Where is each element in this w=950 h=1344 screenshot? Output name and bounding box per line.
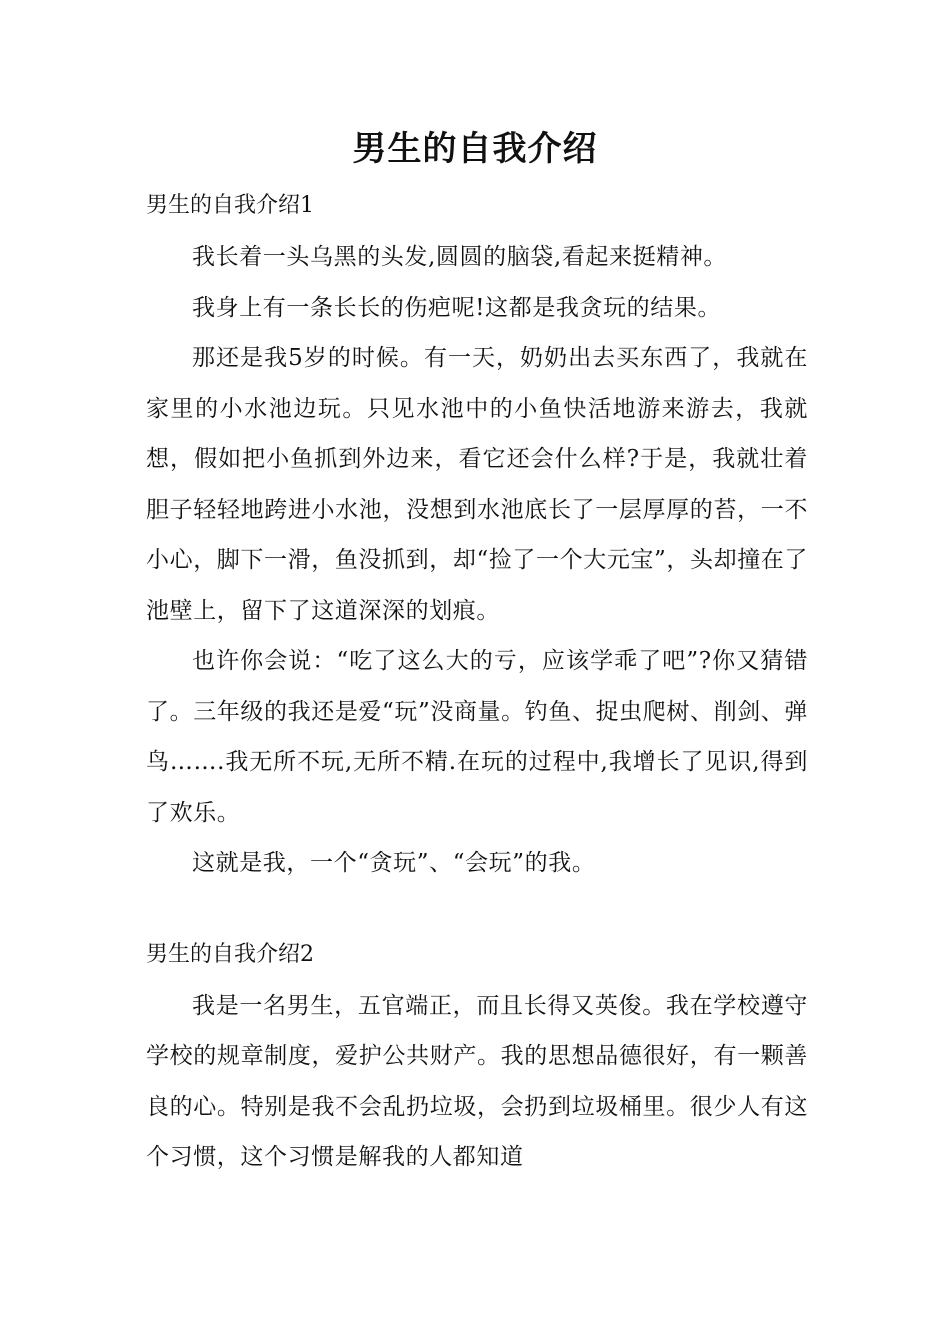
paragraph: 那还是我5岁的时候。有一天，奶奶出去买东西了，我就在家里的小水池边玩。只见水池中的小鱼快活地游来游去，我就想，假如把小鱼抓到外边来，看它还会什么样?于是，我就壮着胆子轻轻地跨进小水池，没想到水池底长了一层厚厚的苔，一不小心，脚下一滑，鱼没抓到，却“捡了一个大元宝”，头却撞在了池壁上，留下了这道深深的划痕。 <box>146 345 808 624</box>
paragraph: 我是一名男生，五官端正，而且长得又英俊。我在学校遵守学校的规章制度，爱护公共财产。我的思想品德很好，有一颗善良的心。特别是我不会乱扔垃圾，会扔到垃圾桶里。很少人有这个习惯，这个习惯是解我的人都知道 <box>146 992 808 1170</box>
section-2 <box>146 929 808 1183</box>
paragraph: 我长着一头乌黑的头发,圆圆的脑袋,看起来挺精神。 <box>192 244 728 270</box>
page-title: 男生的自我介绍 <box>352 129 598 169</box>
document-body <box>146 180 808 1183</box>
paragraph: 也许你会说：“吃了这么大的亏，应该学乖了吧”?你又猜错了。三年级的我还是爱“玩”没商量。钓鱼、捉虫爬树、削剑、弹鸟…….我无所不玩,无所不精.在玩的过程中,我增长了见识,得到了欢乐。 <box>146 648 808 826</box>
section-heading: 男生的自我介绍1 <box>146 193 314 218</box>
paragraph: 我身上有一条长长的伤疤呢!这都是我贪玩的结果。 <box>192 294 722 321</box>
section-1 <box>146 180 808 889</box>
section-spacer <box>146 889 808 929</box>
paragraph: 这就是我，一个“贪玩”、“会玩”的我。 <box>192 850 596 876</box>
section-heading: 男生的自我介绍2 <box>146 941 314 967</box>
